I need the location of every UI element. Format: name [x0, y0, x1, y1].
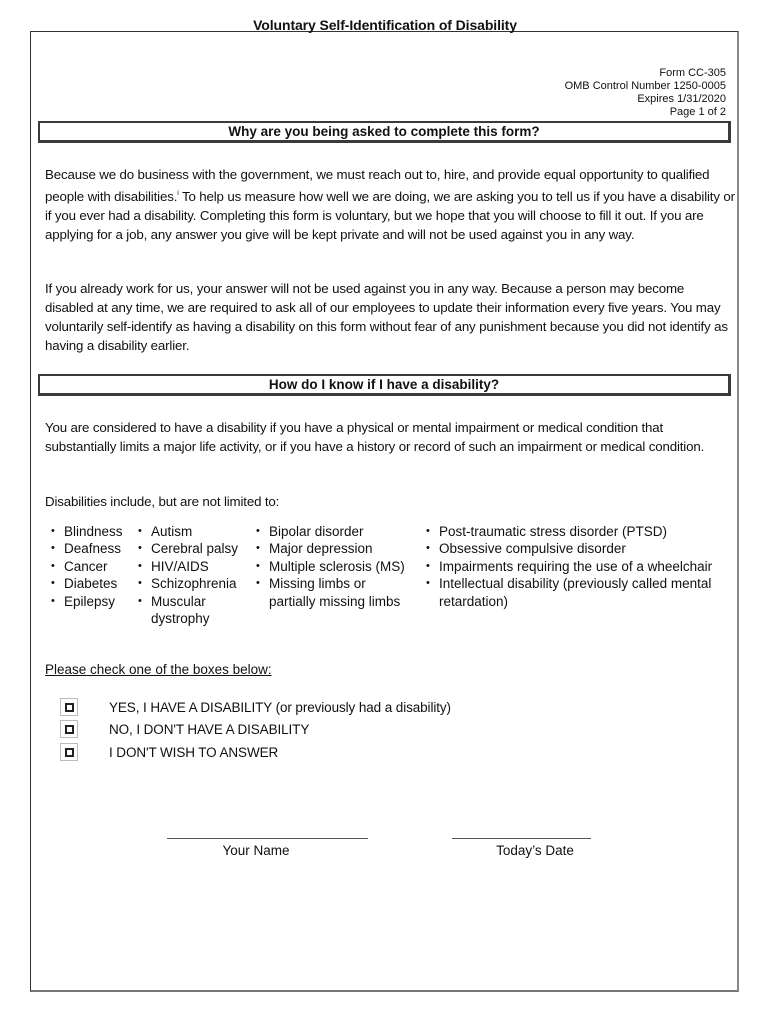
list-item: • Epilepsy: [50, 593, 140, 610]
list-item: • Post-traumatic stress disorder (PTSD): [425, 523, 730, 540]
disability-list-col-4: [425, 523, 730, 610]
list-item: • Autism: [137, 523, 249, 540]
list-intro: Disabilities include, but are not limited to:: [45, 494, 280, 509]
expiration-date: Expires 1/31/2020: [637, 93, 726, 105]
checkbox-square-icon: [65, 748, 74, 757]
paragraph-text: Because we do business with the government, we must reach out to, hire, and provide equal opportunity to qualified people with disabilities.: [45, 167, 710, 204]
checkbox-square-icon: [65, 725, 74, 734]
section-heading-why: Why are you being asked to complete this form?: [38, 121, 731, 143]
list-item: • Schizophrenia: [137, 575, 249, 592]
checkbox-square-icon: [65, 703, 74, 712]
list-item: • Cerebral palsy: [137, 540, 249, 557]
name-signature-line[interactable]: [167, 838, 368, 839]
option-no-disability[interactable]: [60, 719, 309, 739]
option-label: I DON'T WISH TO ANSWER: [109, 744, 279, 760]
checkbox[interactable]: [60, 720, 78, 738]
list-item: • Missing limbs or partially missing limbs: [255, 575, 409, 610]
option-label: NO, I DON'T HAVE A DISABILITY: [109, 721, 310, 737]
list-item: • Impairments requiring the use of a wheelchair: [425, 558, 730, 575]
list-item: • Multiple sclerosis (MS): [255, 558, 420, 575]
check-instruction: Please check one of the boxes below:: [45, 662, 272, 677]
paragraph-why-2: If you already work for us, your answer will not be used against you in any way. Because a person may become disabled at any time, we are required to ask all of our employees to update their information every five years. You may voluntarily self-identify as having a disability on this form without fear of any punishment because you did not identify as having a disability earlier.: [45, 281, 728, 353]
list-item: • Blindness: [50, 523, 140, 540]
option-label: YES, I HAVE A DISABILITY (or previously had a disability): [109, 699, 451, 715]
list-item: • Cancer: [50, 558, 140, 575]
document-title: Voluntary Self-Identification of Disability: [253, 17, 517, 33]
list-item: • Diabetes: [50, 575, 140, 592]
list-item: • Deafness: [50, 540, 140, 557]
option-no-answer[interactable]: [60, 742, 278, 762]
date-label: Today’s Date: [496, 843, 574, 858]
paragraph-how-1: You are considered to have a disability if you have a physical or mental impairment or medical condition that substantially limits a major life activity, or if you have a history or record of such an impairment or medical condition.: [45, 420, 705, 454]
list-item: • Obsessive compulsive disorder: [425, 540, 730, 557]
section-heading-how: How do I know if I have a disability?: [38, 374, 731, 396]
footnote-marker[interactable]: i: [177, 190, 179, 197]
form-meta: [565, 67, 726, 119]
form-number: Form CC-305: [659, 67, 726, 79]
omb-control-number: OMB Control Number 1250-0005: [564, 80, 726, 92]
list-item: • Major depression: [255, 540, 420, 557]
checkbox[interactable]: [60, 743, 78, 761]
option-yes-disability[interactable]: [60, 697, 451, 717]
list-item: • Bipolar disorder: [255, 523, 420, 540]
checkbox[interactable]: [60, 698, 78, 716]
list-item: • Intellectual disability (previously called mental retardation): [425, 575, 730, 610]
paragraph-text: To help us measure how well we are doing, we are asking you to tell us if you have a disability or if you ever had a disability. Completing this form is voluntary, but we hope that you will choose to fill it out. If you are applying for a job, any answer you give will be kept private and will not be used against you in any way.: [45, 189, 735, 242]
disability-list-col-1: [50, 523, 140, 610]
list-item: • Muscular dystrophy: [137, 593, 231, 628]
disability-list-col-3: [255, 523, 420, 610]
name-label: Your Name: [222, 843, 290, 858]
paragraph-why-1: [45, 165, 735, 244]
date-signature-line[interactable]: [452, 838, 591, 839]
disability-list-col-2: [137, 523, 249, 627]
page-number: Page 1 of 2: [669, 106, 726, 118]
list-item: • HIV/AIDS: [137, 558, 249, 575]
